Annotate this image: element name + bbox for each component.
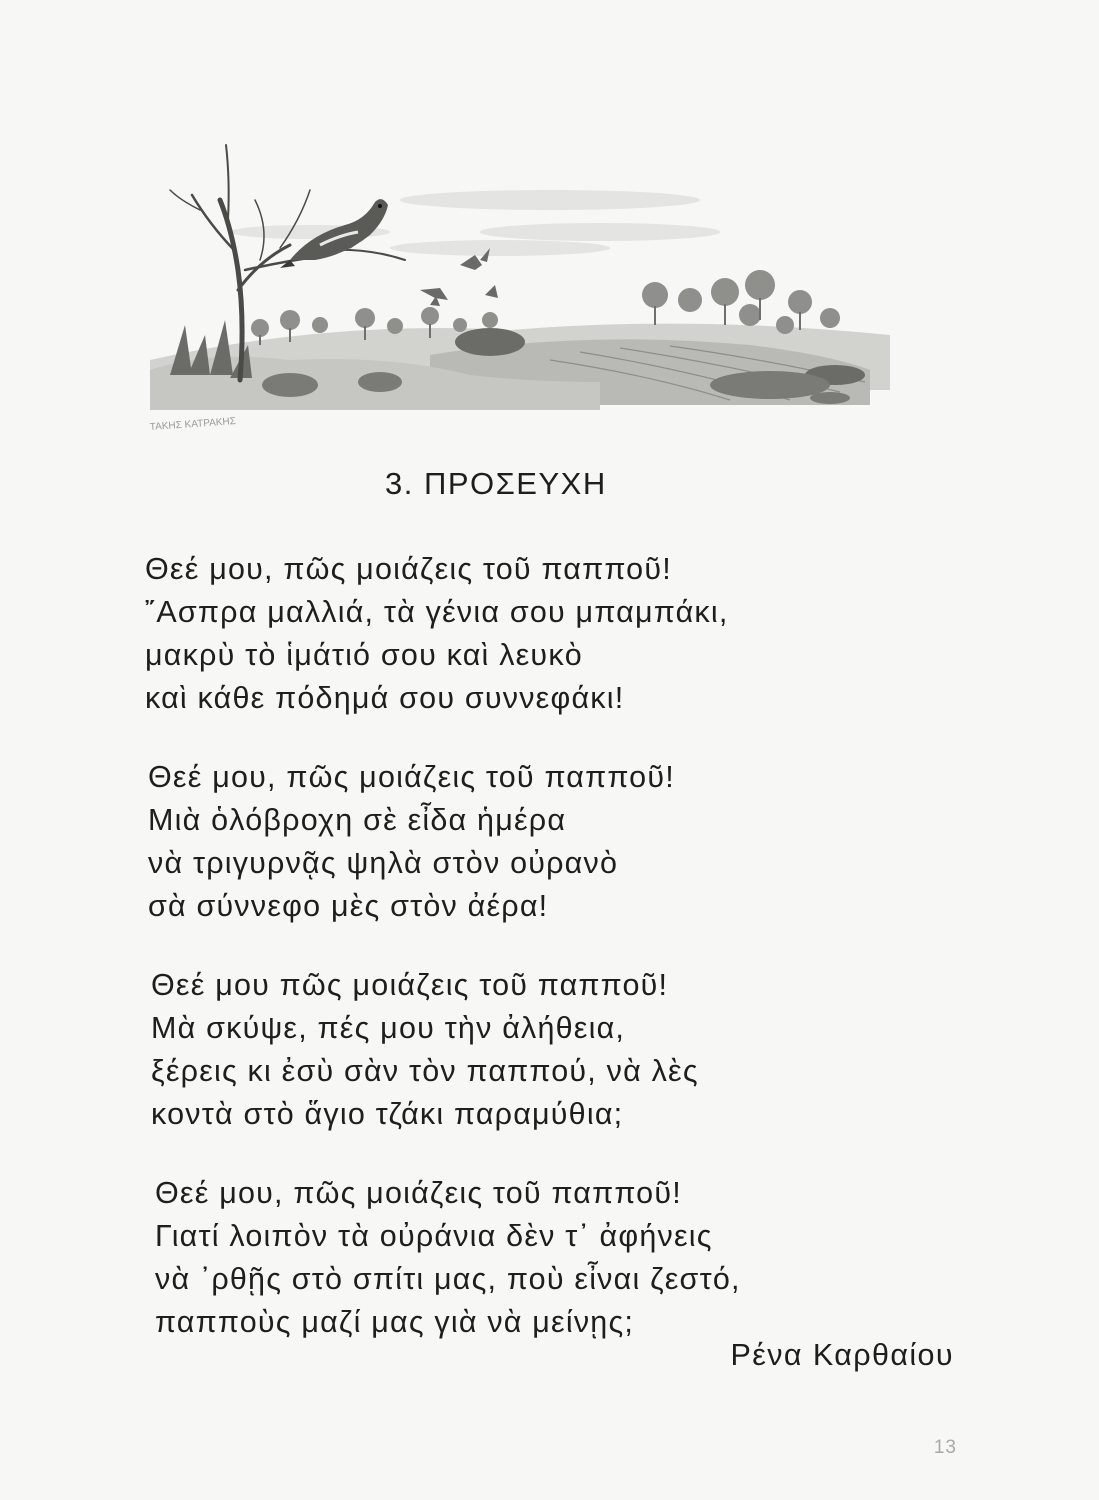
artist-signature: ΤΑΚΗΣ ΚΑΤΡΑΚΗΣ	[149, 416, 237, 433]
clouds	[230, 190, 720, 256]
poem-line: Θεέ μου, πῶς μοιάζεις τοῦ παπποῦ!	[148, 760, 675, 794]
poem-line: Μιὰ ὁλόβροχη σὲ εἶδα ἡμέρα	[148, 803, 567, 837]
poem-stanza	[151, 964, 945, 1136]
poem-line: κοντὰ στὸ ἅγιο τζάκι παραμύθια;	[151, 1097, 624, 1131]
landscape-illustration	[130, 120, 910, 450]
flying-birds	[420, 248, 498, 306]
poem-line: παπποὺς μαζί μας γιὰ νὰ μείνῃς;	[155, 1305, 635, 1339]
poem-line: νὰ τριγυρνᾷς ψηλὰ στὸν οὐρανὸ	[148, 846, 619, 880]
poem-stanza	[148, 756, 945, 928]
poem-line: Μὰ σκύψε, πές μου τὴν ἀλήθεια,	[151, 1011, 626, 1045]
poem-line: Θεέ μου, πῶς μοιάζεις τοῦ παπποῦ!	[155, 1176, 682, 1210]
poem-line: νὰ ᾽ρθῇς στὸ σπίτι μας, ποὺ εἶναι ζεστό,	[155, 1262, 741, 1296]
poem-line: Γιατί λοιπὸν τὰ οὐράνια δὲν τ᾽ ἀφήνεις	[155, 1219, 713, 1253]
poem-stanza	[155, 1172, 945, 1344]
poem-line: ῎Ασπρα μαλλιά, τὰ γένια σου μπαμπάκι,	[145, 595, 729, 629]
poem-line: καὶ κάθε πόδημά σου συννεφάκι!	[145, 681, 625, 715]
poem-line: σὰ σύννεφο μὲς στὸν ἀέρα!	[148, 889, 549, 923]
poem-line: Θεέ μου πῶς μοιάζεις τοῦ παπποῦ!	[151, 968, 669, 1002]
page-number: 13	[933, 1437, 957, 1458]
poem-stanza	[145, 548, 945, 720]
poem-line: ξέρεις κι ἐσὺ σὰν τὸν παππού, νὰ λὲς	[151, 1054, 699, 1088]
poem-title: 3. ΠΡΟΣΕΥΧΗ	[385, 466, 607, 501]
poem-body	[145, 548, 945, 1380]
poem-author: Ρένα Καρθαίου	[730, 1338, 954, 1372]
poem-line: Θεέ μου, πῶς μοιάζεις τοῦ παπποῦ!	[145, 552, 672, 586]
poem-line: μακρὺ τὸ ἱμάτιό σου καὶ λευκὸ	[145, 638, 583, 672]
